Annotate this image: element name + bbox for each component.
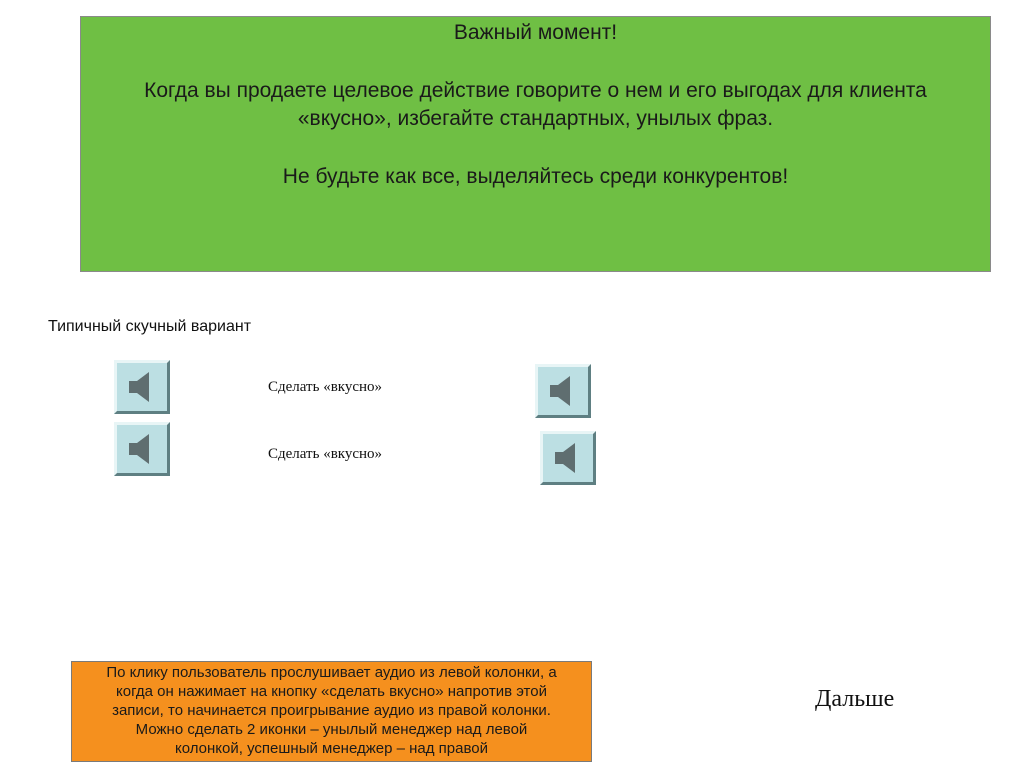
make-tasty-label-1[interactable]: Сделать «вкусно» <box>268 379 383 395</box>
panel-paragraph-2: Не будьте как все, выделяйтесь среди конкурентов! <box>282 165 789 188</box>
panel-paragraph-1-line-2: «вкусно», избегайте стандартных, унылых фраз. <box>297 107 774 130</box>
panel-title: Важный момент! <box>453 21 618 44</box>
speaker-icon <box>548 374 578 408</box>
note-line: когда он нажимает на кнопку «сделать вкусно» напротив этой <box>116 683 547 700</box>
note-line: колонкой, успешный менеджер – над правой <box>175 740 488 757</box>
next-link[interactable]: Дальше <box>815 686 895 712</box>
speaker-icon <box>127 370 157 404</box>
right-audio-button-2[interactable] <box>540 431 596 485</box>
panel-paragraph-1 <box>81 77 990 133</box>
note-line: Можно сделать 2 иконки – унылый менеджер над левой <box>135 721 528 738</box>
instruction-note <box>71 661 592 762</box>
note-line: записи, то начинается проигрывание аудио из правой колонки. <box>112 702 551 719</box>
typical-variant-label: Типичный скучный вариант <box>48 318 252 335</box>
left-audio-button-2[interactable] <box>114 422 170 476</box>
panel-paragraph-1-line-1: Когда вы продаете целевое действие говорите о нем и его выгодах для клиента <box>144 79 927 102</box>
left-audio-button-1[interactable] <box>114 360 170 414</box>
important-note-panel <box>80 16 991 272</box>
right-audio-button-1[interactable] <box>535 364 591 418</box>
speaker-icon <box>553 441 583 475</box>
note-line: По клику пользователь прослушивает аудио из левой колонки, а <box>106 664 557 681</box>
make-tasty-label-2[interactable]: Сделать «вкусно» <box>268 446 383 462</box>
speaker-icon <box>127 432 157 466</box>
